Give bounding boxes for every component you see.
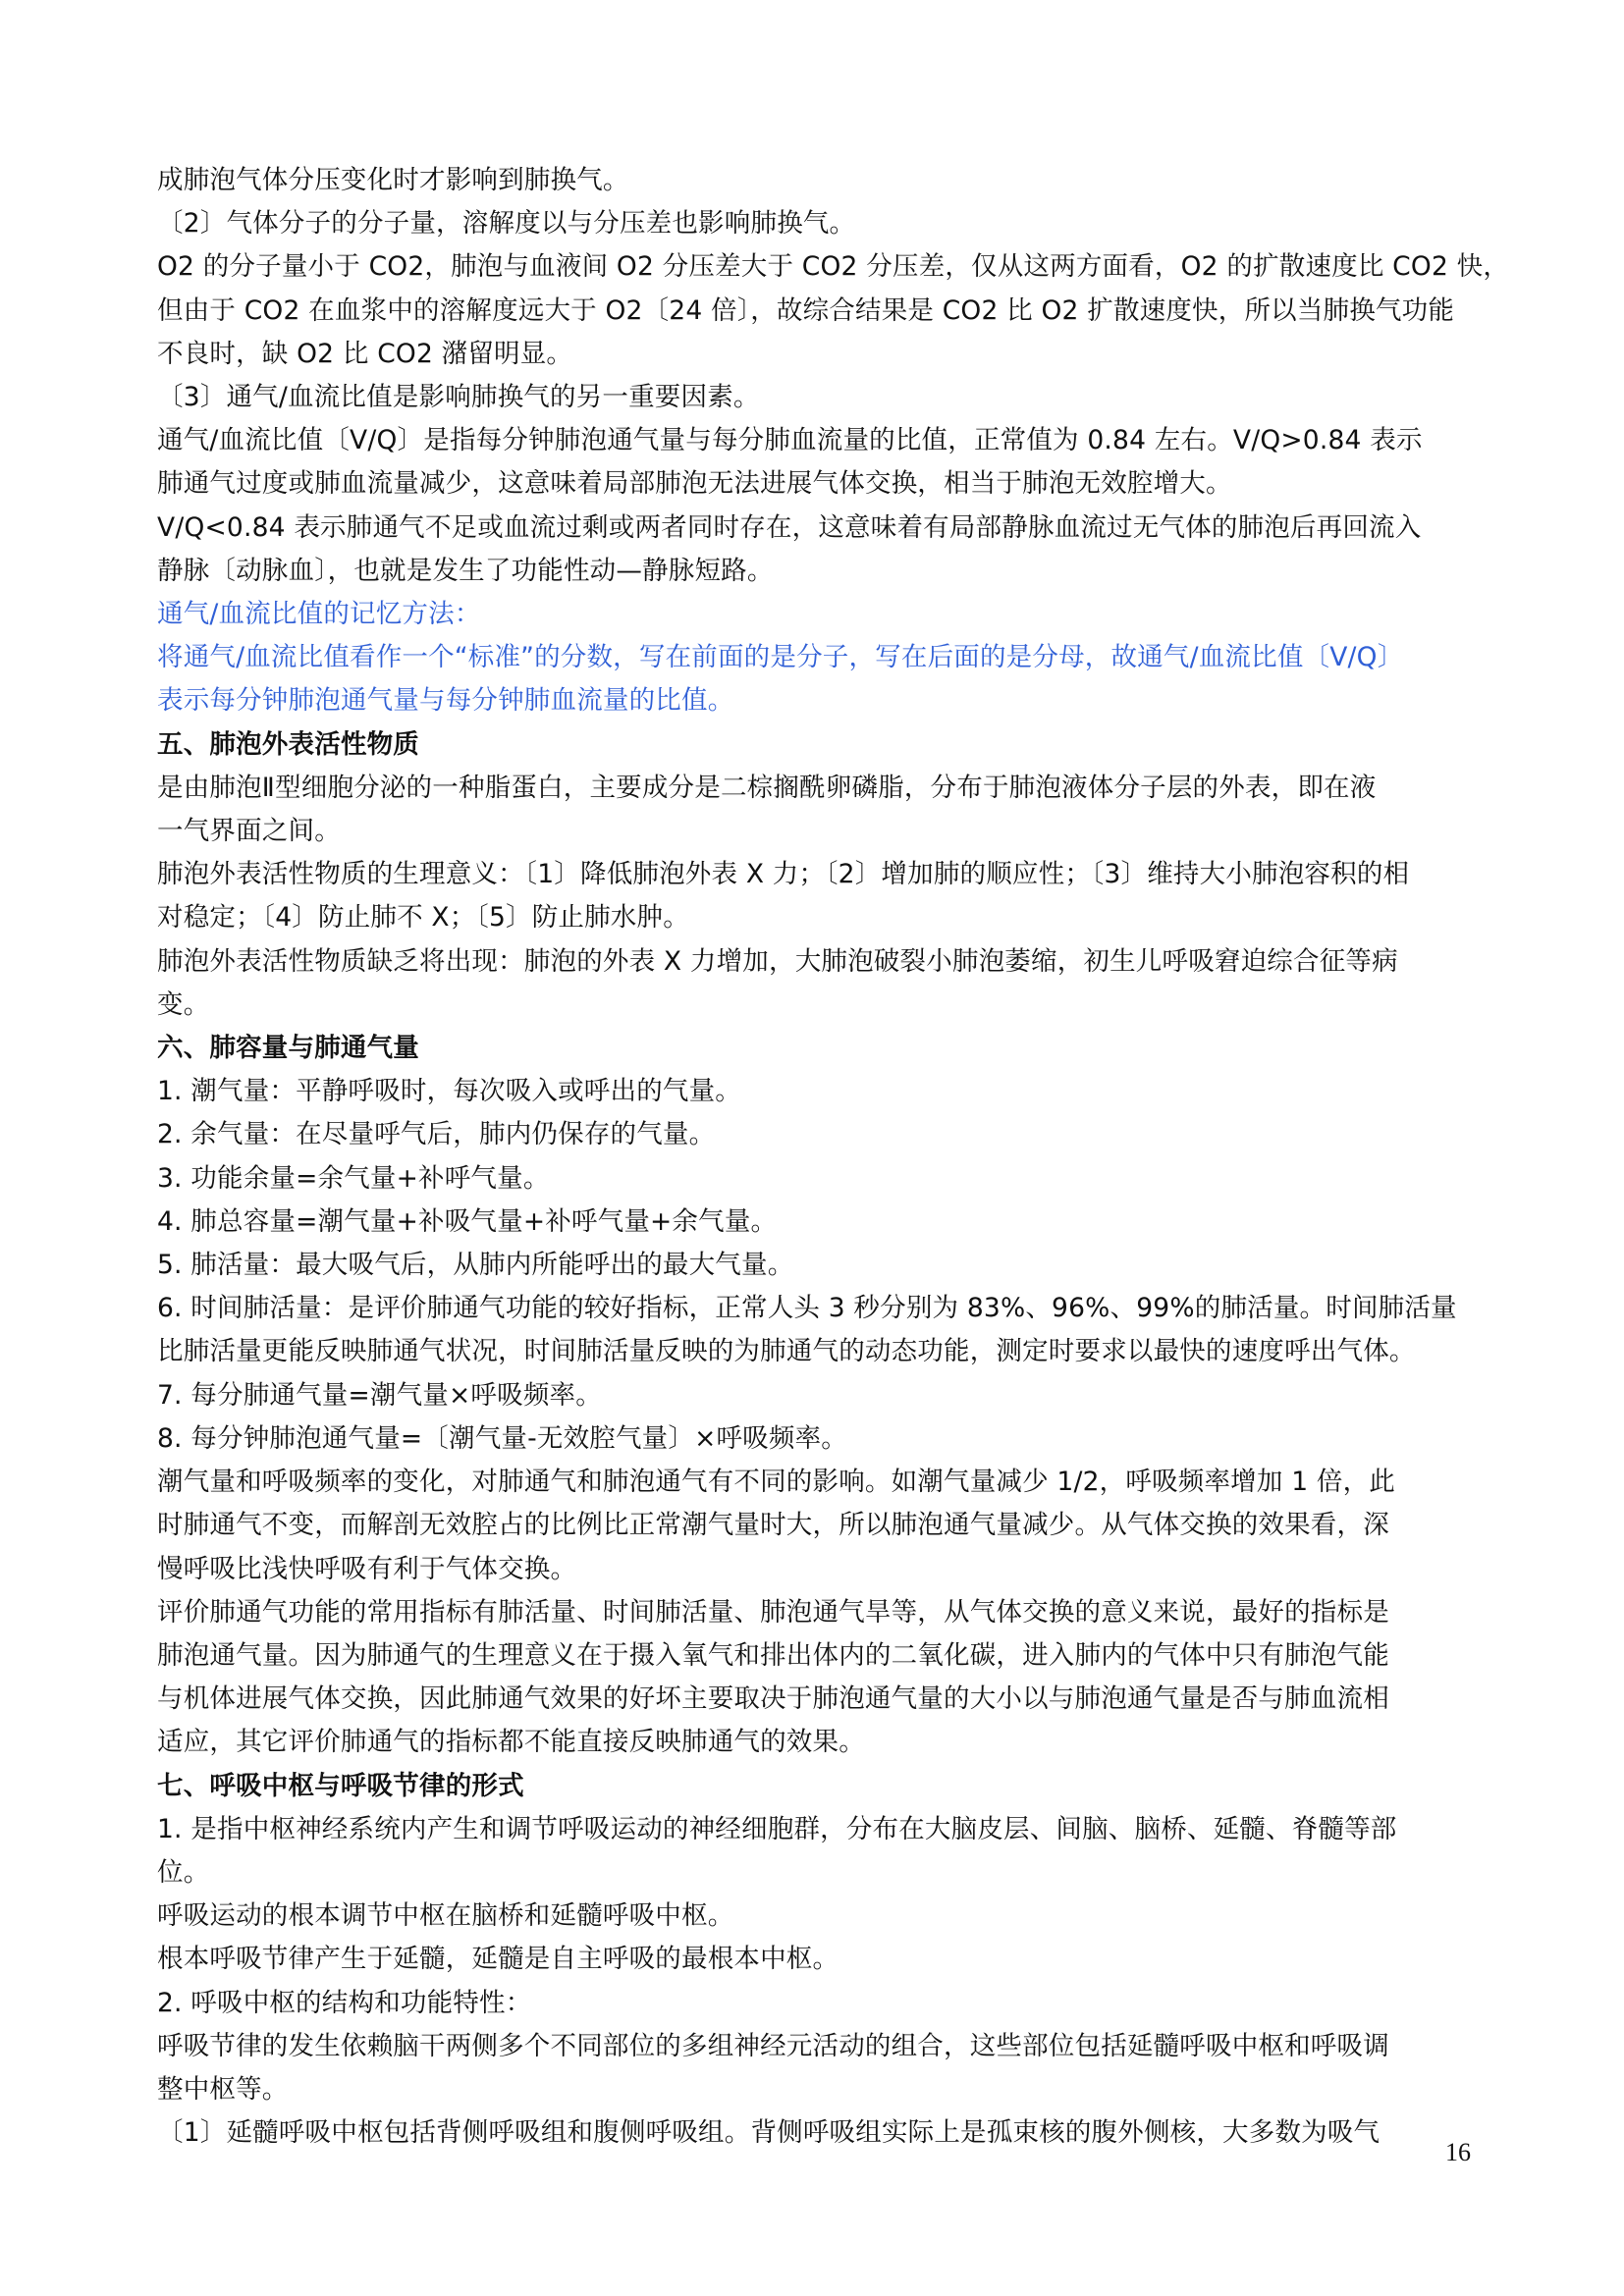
text-line: 慢呼吸比浅快呼吸有利于气体交换。 — [157, 1553, 577, 1584]
list-item: 8. 每分钟肺泡通气量=〔潮气量-无效腔气量〕×呼吸频率。 — [157, 1422, 847, 1454]
text-line: 与机体进展气体交换，因此肺通气效果的好坏主要取决于肺泡通气量的大小以与肺泡通气量是否与肺血流相 — [157, 1683, 1389, 1715]
list-item: 6. 时间肺活量：是评价肺通气功能的较好指标，正常人头 3 秒分别为 83%、96%、99%的肺活量。时间肺活量 — [157, 1293, 1457, 1324]
list-item: 1. 潮气量：平静呼吸时，每次吸入或呼出的气量。 — [157, 1076, 742, 1107]
text-line: 肺泡外表活性物质的生理意义：〔1〕降低肺泡外表 X 力；〔2〕增加肺的顺应性；〔3〕维持大小肺泡容积的相 — [157, 859, 1410, 890]
section-heading-6: 六、肺容量与肺通气量 — [157, 1033, 419, 1064]
text-line: 通气/血流比值〔V/Q〕是指每分钟肺泡通气量与每分肺血流量的比值，正常值为 0.84 左右。V/Q>0.84 表示 — [157, 425, 1423, 456]
text-line: 比肺活量更能反映肺通气状况，时间肺活量反映的为肺通气的动态功能，测定时要求以最快的速度呼出气体。 — [157, 1336, 1416, 1367]
text-line: 评价肺通气功能的常用指标有肺活量、时间肺活量、肺泡通气旱等，从气体交换的意义来说，最好的指标是 — [157, 1596, 1389, 1628]
text-line: 整中枢等。 — [157, 2073, 289, 2105]
list-item: 3. 功能余量=余气量+补呼气量。 — [157, 1162, 550, 1194]
text-line: 一气界面之间。 — [157, 816, 341, 847]
text-line: 潮气量和呼吸频率的变化，对肺通气和肺泡通气有不同的影响。如潮气量减少 1/2，呼吸频率增加 1 倍，此 — [157, 1467, 1395, 1498]
text-line: 是由肺泡Ⅱ型细胞分泌的一种脂蛋白，主要成分是二棕搁酰卵磷脂，分布于肺泡液体分子层的外表，即在液 — [157, 772, 1377, 803]
text-line: 但由于 CO2 在血浆中的溶解度远大于 O2〔24 倍〕，故综合结果是 CO2 比 O2 扩散速度快，所以当肺换气功能 — [157, 294, 1455, 326]
text-line: 对稳定；〔4〕防止肺不 X；〔5〕防止肺水肿。 — [157, 902, 689, 934]
list-item: 1. 是指中枢神经系统内产生和调节呼吸运动的神经细胞群，分布在大脑皮层、间脑、脑桥、延髓、脊髓等部 — [157, 1813, 1397, 1844]
list-item: 4. 肺总容量=潮气量+补吸气量+补呼气量+余气量。 — [157, 1205, 778, 1237]
text-line: 呼吸运动的根本调节中枢在脑桥和延髓呼吸中枢。 — [157, 1900, 734, 1932]
text-line: 肺泡通气量。因为肺通气的生理意义在于摄入氧气和排出体内的二氧化碳，进入肺内的气体中只有肺泡气能 — [157, 1639, 1389, 1671]
text-line: 〔2〕气体分子的分子量，溶解度以与分压差也影响肺换气。 — [157, 208, 856, 240]
section-heading-5: 五、肺泡外表活性物质 — [157, 728, 419, 760]
text-line: 肺通气过度或肺血流量减少，这意味着局部肺泡无法进展气体交换，相当于肺泡无效腔增大。 — [157, 468, 1232, 500]
list-item: 7. 每分肺通气量=潮气量×呼吸频率。 — [157, 1379, 602, 1411]
text-line: 变。 — [157, 988, 210, 1020]
text-line: 呼吸节律的发生依赖脑干两侧多个不同部位的多组神经元活动的组合，这些部位包括延髓呼吸中枢和呼吸调 — [157, 2030, 1389, 2061]
text-line: V/Q<0.84 表示肺通气不足或血流过剩或两者同时存在，这意味着有局部静脉血流过无气体的肺泡后再回流入 — [157, 511, 1422, 543]
memory-tip-text: 表示每分钟肺泡通气量与每分钟肺血流量的比值。 — [157, 685, 734, 717]
text-line: 〔3〕通气/血流比值是影响肺换气的另一重要因素。 — [157, 382, 760, 413]
text-line: 不良时，缺 O2 比 CO2 潴留明显。 — [157, 338, 573, 369]
memory-tip-title: 通气/血流比值的记忆方法： — [157, 599, 481, 630]
text-line: 肺泡外表活性物质缺乏将出现：肺泡的外表 X 力增加，大肺泡破裂小肺泡萎缩，初生儿呼吸窘迫综合征等病 — [157, 945, 1398, 977]
text-line: O2 的分子量小于 CO2，肺泡与血液间 O2 分压差大于 CO2 分压差，仅从这两方面看，O2 的扩散速度比 CO2 快， — [157, 251, 1510, 283]
memory-tip-text: 将通气/血流比值看作一个“标准”的分数，写在前面的是分子，写在后面的是分母，故通气/血流比值〔V/Q〕 — [157, 642, 1404, 673]
section-heading-7: 七、呼吸中枢与呼吸节律的形式 — [157, 1770, 524, 1801]
document-page-body — [157, 159, 1512, 2155]
text-line: 〔1〕延髓呼吸中枢包括背侧呼吸组和腹侧呼吸组。背侧呼吸组实际上是孤束核的腹外侧核，大多数为吸气 — [157, 2117, 1380, 2149]
text-line: 成肺泡气体分压变化时才影响到肺换气。 — [157, 165, 629, 195]
text-line: 适应，其它评价肺通气的指标都不能直接反映肺通气的效果。 — [157, 1727, 865, 1758]
text-line: 时肺通气不变，而解剖无效腔占的比例比正常潮气量时大，所以肺泡通气量减少。从气体交换的效果看，深 — [157, 1510, 1389, 1541]
list-item: 2. 余气量：在尽量呼气后，肺内仍保存的气量。 — [157, 1119, 716, 1150]
text-line: 根本呼吸节律产生于延髓，延髓是自主呼吸的最根本中枢。 — [157, 1944, 839, 1975]
text-line: 位。 — [157, 1856, 210, 1888]
text-line: 静脉〔动脉血〕，也就是发生了功能性动—静脉短路。 — [157, 555, 774, 586]
list-item: 2. 呼吸中枢的结构和功能特性： — [157, 1987, 532, 2018]
page-number: 16 — [1445, 2138, 1471, 2166]
list-item: 5. 肺活量：最大吸气后，从肺内所能呼出的最大气量。 — [157, 1250, 794, 1281]
